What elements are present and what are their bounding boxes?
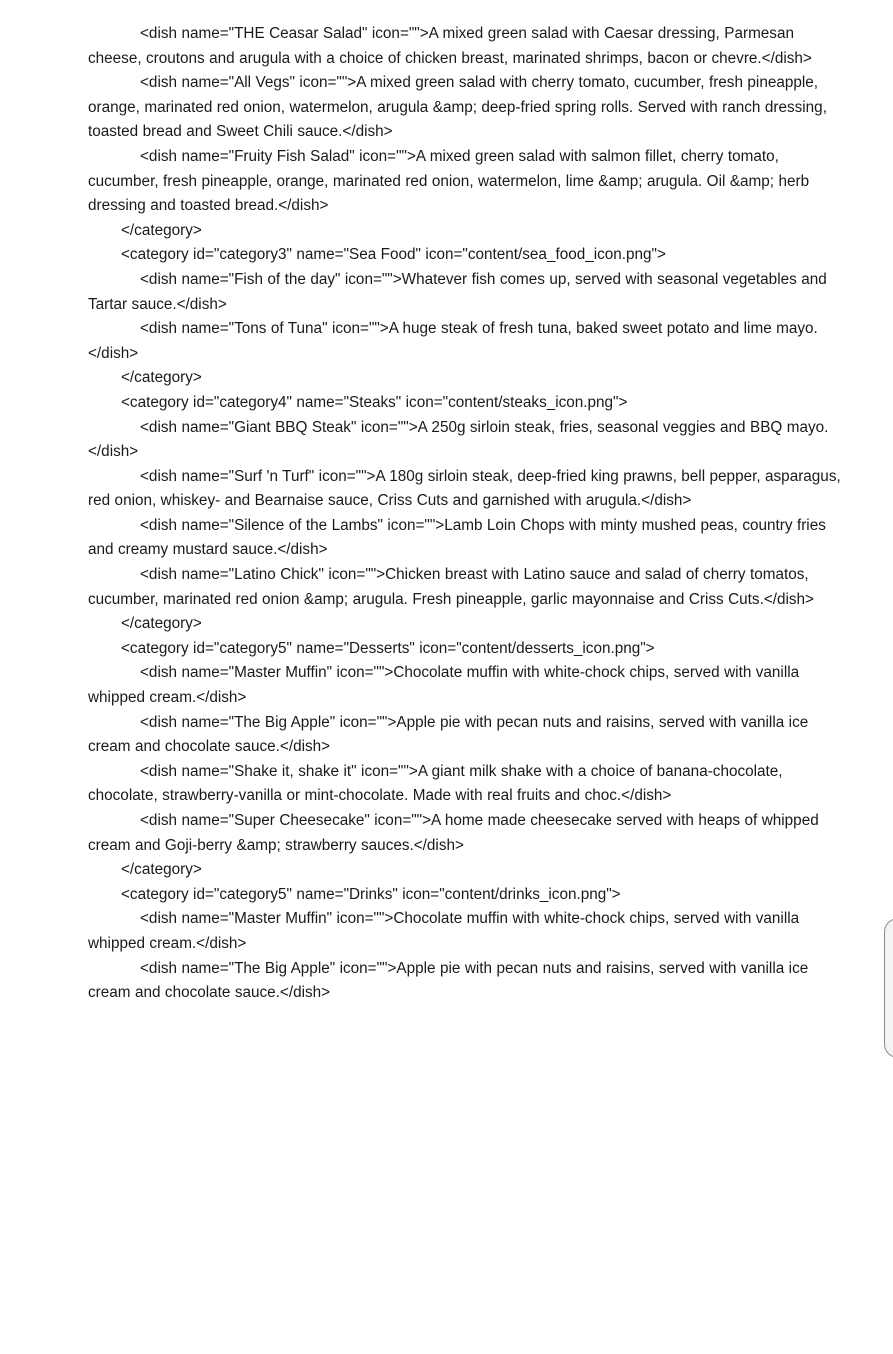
dish-line-fish-of-the-day: <dish name="Fish of the day" icon="">Whatever fish comes up, served with seasonal vegetables and Tartar sauce.</dish> — [88, 270, 827, 313]
dish-line-silence-of-the-lambs: <dish name="Silence of the Lambs" icon="">Lamb Loin Chops with minty mushed peas, country fries and creamy mustard sauce.</dish> — [88, 516, 826, 559]
category-close-tag: </category> — [121, 615, 202, 633]
dish-line-surf-n-turf: <dish name="Surf 'n Turf" icon="">A 180g sirloin steak, deep-fried king prawns, bell pepper, asparagus, red onion, whiskey- and Bearnaise sauce, Criss Cuts and garnished with arugula.</dish> — [88, 467, 841, 510]
dish-line-all-vegs: <dish name="All Vegs" icon="">A mixed green salad with cherry tomato, cucumber, fresh pineapple, orange, marinated red onion, watermelon, arugula &amp; deep-fried spring rolls. Served with ranch dressing, toasted bread and Sweet Chili sauce.</dish> — [88, 74, 827, 141]
category-open-desserts: <category id="category5" name="Desserts" icon="content/desserts_icon.png"> — [121, 639, 655, 657]
side-scroll-tab[interactable] — [884, 918, 893, 1058]
category-open-drinks: <category id="category5" name="Drinks" icon="content/drinks_icon.png"> — [121, 885, 621, 903]
category-open-steaks: <category id="category4" name="Steaks" icon="content/steaks_icon.png"> — [121, 393, 628, 411]
dish-line-latino-chick: <dish name="Latino Chick" icon="">Chicken breast with Latino sauce and salad of cherry tomatos, cucumber, marinated red onion &amp; arugula. Fresh pineapple, garlic mayonnaise and Criss Cuts.</dish> — [88, 566, 814, 608]
dish-line-master-muffin: <dish name="Master Muffin" icon="">Chocolate muffin with white-chock chips, served with vanilla whipped cream.</dish> — [88, 910, 800, 952]
dish-line-master-muffin: <dish name="Master Muffin" icon="">Chocolate muffin with white-chock chips, served with vanilla whipped cream.</dish> — [88, 664, 800, 707]
category-close-tag: </category> — [121, 369, 202, 387]
dish-line-super-cheesecake: <dish name="Super Cheesecake" icon="">A home made cheesecake served with heaps of whipped cream and Goji-berry &amp; strawberry sauces.</dish> — [88, 812, 819, 854]
category-close-tag: </category> — [121, 861, 202, 879]
document-body — [88, 22, 843, 1006]
dish-line-giant-bbq-steak: <dish name="Giant BBQ Steak" icon="">A 250g sirloin steak, fries, seasonal veggies and BBQ mayo.</dish> — [88, 418, 829, 461]
dish-line-caesar-salad: <dish name="THE Ceasar Salad" icon="">A mixed green salad with Caesar dressing, Parmesan cheese, croutons and arugula with a choice of chicken breast, marinated shrimps, bacon or chevre.</dish> — [88, 25, 812, 67]
dish-line-shake-it: <dish name="Shake it, shake it" icon="">A giant milk shake with a choice of banana-chocolate, chocolate, strawberry-vanilla or mint-chocolate. Made with real fruits and choc.</dish> — [88, 762, 783, 805]
dish-line-big-apple: <dish name="The Big Apple" icon="">Apple pie with pecan nuts and raisins, served with vanilla ice cream and chocolate sauce.</dish> — [88, 713, 809, 756]
category-close-tag: </category> — [121, 221, 202, 239]
dish-line-tons-of-tuna: <dish name="Tons of Tuna" icon="">A huge steak of fresh tuna, baked sweet potato and lime mayo.</dish> — [88, 320, 818, 362]
dish-line-big-apple: <dish name="The Big Apple" icon="">Apple pie with pecan nuts and raisins, served with vanilla ice cream and chocolate sauce.</dish> — [88, 959, 809, 1002]
dish-line-fruity-fish-salad: <dish name="Fruity Fish Salad" icon="">A mixed green salad with salmon fillet, cherry tomato, cucumber, fresh pineapple, orange, marinated red onion, watermelon, lime &amp; arugula. Oil &amp; herb dressing and toasted bread.</dish> — [88, 147, 810, 215]
category-open-sea-food: <category id="category3" name="Sea Food" icon="content/sea_food_icon.png"> — [121, 246, 666, 264]
